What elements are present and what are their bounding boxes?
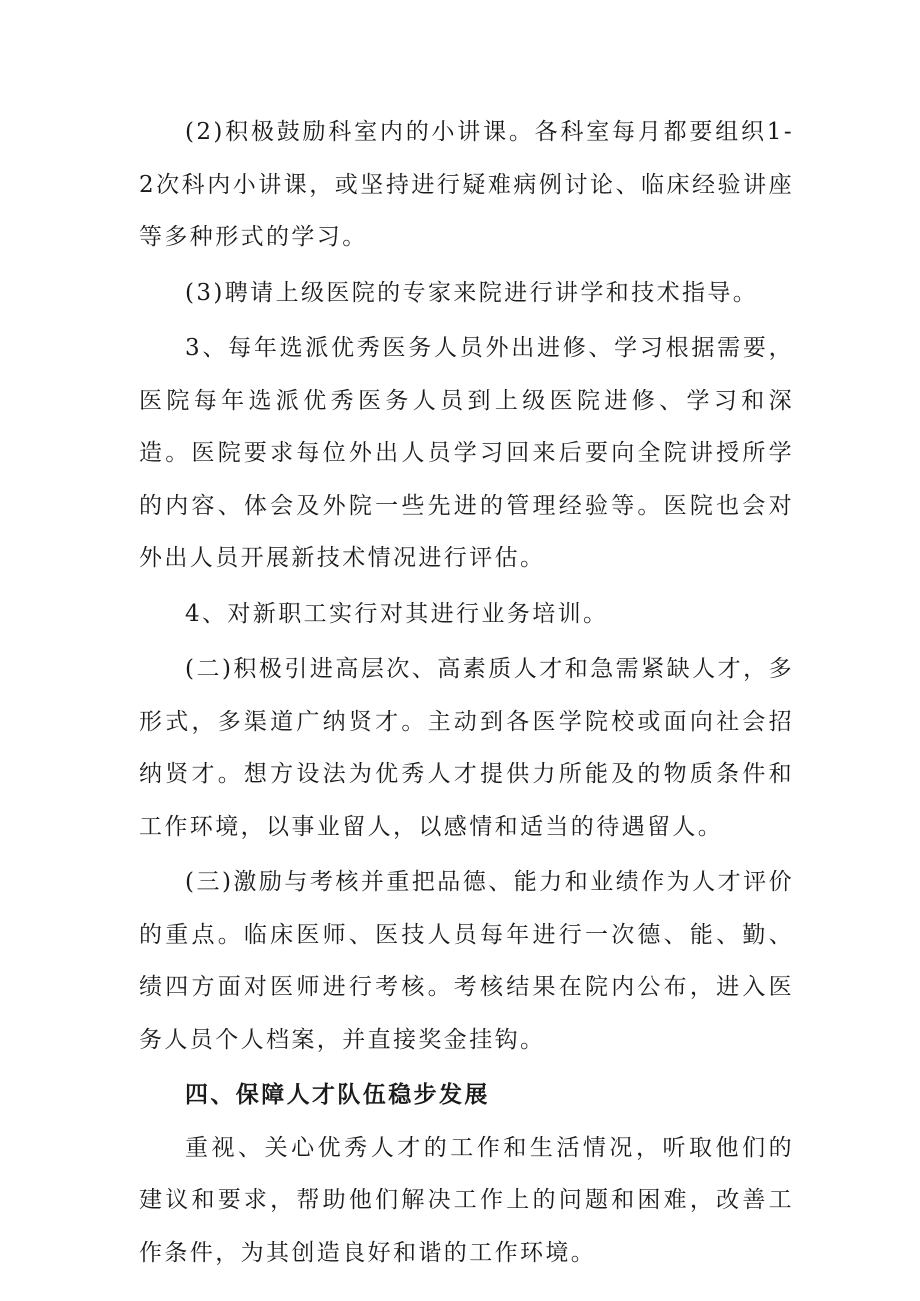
paragraph-select-staff-training: 3、每年选派优秀医务人员外出进修、学习根据需要，医院每年选派优秀医务人员到上级医院进修、学习和深造。医院要求每位外出人员学习回来后要向全院讲授所学的内容、体会及外院一些先进的管理经验等。医院也会对外出人员开展新技术情况进行评估。 <box>139 335 794 571</box>
paragraph-lecture-encouragement: (2)积极鼓励科室内的小讲课。各科室每月都要组织1-2次科内小讲课，或坚持进行疑难病例讨论、临床经验讲座等多种形式的学习。 <box>139 119 794 250</box>
document-page <box>139 106 794 1279</box>
section-heading: 四、保障人才队伍稳步发展 <box>185 1082 490 1108</box>
paragraph-talent-introduction: (二)积极引进高层次、高素质人才和急需紧缺人才，多形式，多渠道广纳贤才。主动到各医学院校或面向社会招纳贤才。想方设法为优秀人才提供力所能及的物质条件和工作环境，以事业留人，以感情和适当的待遇留人。 <box>139 656 794 840</box>
paragraph-new-staff-training: 4、对新职工实行对其进行业务培训。 <box>185 600 609 627</box>
paragraph-invite-experts: (3)聘请上级医院的专家来院进行讲学和技术指导。 <box>185 279 759 306</box>
paragraph-incentive-assessment: (三)激励与考核并重把品德、能力和业绩作为人才评价的重点。临床医师、医技人员每年进行一次德、能、勤、绩四方面对医师进行考核。考核结果在院内公布，进入医务人员个人档案，并直接奖金挂钩。 <box>139 869 794 1053</box>
paragraph-closing: 重视、关心优秀人才的工作和生活情况，听取他们的建议和要求，帮助他们解决工作上的问题和困难，改善工作条件，为其创造良好和谐的工作环境。 <box>139 1134 794 1266</box>
